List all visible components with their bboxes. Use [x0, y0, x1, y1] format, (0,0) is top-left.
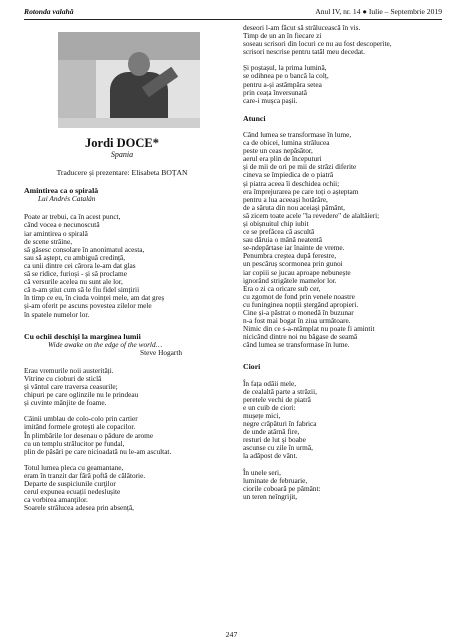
- poem-title: Ciori: [243, 362, 261, 372]
- photo-foreground: [58, 118, 200, 128]
- verse-line: Era o zi ca oricare sub cer,: [243, 283, 321, 293]
- stanza: [243, 380, 443, 461]
- verse-line: cu funinginea nopții ștergând apropieri.: [243, 299, 359, 309]
- verse-line: Departe de suspiciunile curţilor: [24, 479, 116, 488]
- verse-line: Și poștașul, la prima lumină,: [243, 63, 327, 73]
- verse-line: Penumbra creștea după ferestre,: [243, 251, 337, 261]
- photo-figure-head: [128, 52, 150, 76]
- verse-line: de cealaltă parte a străzii,: [243, 386, 317, 396]
- verse-line: Totul lumea pleca cu geamantane,: [24, 462, 124, 472]
- verse-line: pentru a lua aceeași hotărâre,: [243, 194, 328, 204]
- verse-line: un pescăruș scormonea prin gunoi: [243, 259, 343, 269]
- verse-line: În unele seri,: [243, 467, 281, 477]
- poem-dedication: Lui Andrés Catalán: [38, 194, 96, 204]
- verse-line: se-ndepărtase iar înainte de vreme.: [243, 243, 345, 253]
- verse-line: soseau scrisori din locuri ce nu au fost descoperite,: [243, 39, 392, 49]
- poem: [243, 363, 443, 500]
- verse-line: pentru a-și astâmpăra setea: [243, 79, 322, 89]
- poem: [243, 115, 443, 350]
- verse-line: de scene străine,: [24, 236, 73, 246]
- stanza: [243, 24, 443, 56]
- translator-credit: Traducere și prezentare: Elisabeta BOȚAN: [56, 168, 188, 178]
- verse-line: prin ceața înversunată: [243, 87, 308, 97]
- verse-line: cu un templu strălucitor pe fundal,: [24, 438, 125, 448]
- verse-line: resturi de lut și boabe: [243, 435, 306, 445]
- verse-line: Când lumea se transformase în lume,: [243, 129, 352, 139]
- photo-bookshelf: [58, 32, 200, 60]
- poems-right: [243, 115, 443, 501]
- verse-line: și de mii de ori pe mii de străzi diferite: [243, 162, 357, 172]
- verse-line: să găsesc consolare în anonimatul acesta,: [24, 244, 145, 254]
- verse-line: la adăpost de vânt.: [243, 451, 298, 461]
- verse-line: Nimic din ce s-a-ntâmplat nu poate fi amintit: [243, 324, 375, 334]
- page-number: 247: [225, 630, 238, 639]
- verse-line: cineva se împiedica de o piatră: [243, 170, 334, 180]
- verse-line: negre crăpături în fabrica: [243, 419, 317, 429]
- verse-line: să zicem toate acele "la revedere" de alaltăieri;: [243, 210, 380, 220]
- verse-line: era împrejurarea pe care toți o așteptam: [243, 186, 359, 196]
- verse-line: de a săruta din nou aceiași pământ,: [243, 202, 345, 212]
- verse-line: sau dăruia o mână neatentă: [243, 235, 323, 245]
- poem-gap: [243, 349, 443, 363]
- poem-title: Amintirea ca o spirală: [24, 186, 99, 196]
- verse-line: că n-am știut cum să le fiu fidel simțirii: [24, 285, 140, 295]
- verse-line: ignorând strigătele mamelor lor.: [243, 275, 337, 285]
- stanza: [243, 131, 443, 350]
- verse-line: ca unii dintre cei cărora le-am dat glas: [24, 260, 136, 270]
- verse-line: Câinii umblau de colo-colo prin cartier: [24, 414, 138, 424]
- epigraph-author: Steve Hogarth: [140, 347, 182, 357]
- verse-line: ciorile coboară pe pământ:: [243, 483, 321, 493]
- poem-title: Cu ochii deschiși la marginea lumii: [24, 331, 141, 341]
- poem: [24, 187, 220, 318]
- left-column: [24, 24, 220, 512]
- poem-continuation: [243, 24, 443, 105]
- verse-line: ascunse cu zile în urmă,: [243, 443, 313, 453]
- verse-line: și cuvinte mânjite de foame.: [24, 398, 107, 408]
- stanza: [24, 464, 220, 513]
- verse-line: Vitrine cu cioburi de sticlă: [24, 373, 102, 383]
- verse-line: Cine și-a păstrat o monedă în buzunar: [243, 308, 354, 317]
- verse-line: eram în tranzit dar fără poftă de călătorie.: [24, 470, 146, 480]
- verse-line: cerul expunea ecuații nedeslușite: [24, 487, 121, 497]
- verse-line: și obișnuitul chip iubit: [243, 218, 309, 228]
- verse-line: care-i mușca pașii.: [243, 95, 298, 105]
- verse-line: când vocea e necunoscută: [24, 220, 100, 230]
- verse-line: luminate de februarie,: [243, 475, 308, 485]
- poems-left: [24, 187, 220, 512]
- verse-line: scrisori nescrise pentru tatăl meu decedat.: [243, 47, 365, 57]
- page-header: [24, 6, 442, 19]
- verse-line: în timp ce eu, în ciuda voinței mele, am dat greș: [24, 293, 165, 303]
- author-photo: [58, 32, 200, 128]
- verse-line: și piatra aceea îi deschidea ochii;: [243, 178, 340, 188]
- verse-line: peste un ceas nepăsător,: [243, 146, 313, 156]
- stanza: [24, 367, 220, 407]
- stanza: [243, 469, 443, 501]
- poem-epigraph: Wide awake on the edge of the world…: [48, 339, 163, 349]
- verse-line: Poate ar trebui, ca în acest punct,: [24, 212, 121, 222]
- poem: [24, 333, 220, 513]
- author-country: Spania: [110, 150, 134, 159]
- verse-line: să se ridice, furioși - și să proclame: [24, 269, 127, 279]
- right-column: [243, 24, 443, 501]
- verse-line: ce se prefăcea că ascultă: [243, 227, 315, 237]
- verse-line: n-a fost mai bogat în ziua următoare.: [243, 316, 351, 326]
- verse-line: mușețe mici,: [243, 410, 281, 420]
- verse-line: deseori l-am făcut să strălucească în vis.: [243, 23, 361, 32]
- verse-line: de unde atârnă fire,: [243, 427, 300, 437]
- verse-line: când lumea se transformase în lume.: [243, 340, 350, 350]
- verse-line: și vântul care traversa ceasurile;: [24, 382, 118, 392]
- verse-line: iar amintirea o spirală: [24, 228, 88, 238]
- verse-line: Soarele strălucea adesea prin absență,: [24, 503, 135, 513]
- verse-line: peretele vechi de piatră: [243, 394, 311, 404]
- verse-line: ca de obicei, lumina strălucea: [243, 138, 330, 148]
- journal-title: Rotonda valahă: [24, 7, 74, 16]
- verse-line: se odihnea pe o bancă la colț,: [243, 71, 329, 81]
- verse-line: ca vorbirea amanţilor.: [24, 495, 88, 505]
- verse-line: e un cuib de ciori:: [243, 402, 296, 412]
- verse-line: chipuri pe care oglinzile nu le prindeau: [24, 390, 139, 400]
- stanza: [243, 64, 443, 104]
- stanza: [24, 415, 220, 455]
- verse-line: iar copiii se jucau aproape nebunește: [243, 267, 351, 277]
- stanza: [24, 213, 220, 318]
- poem-title: Atunci: [243, 113, 266, 123]
- verse-line: imitând formele groteşti ale copacilor.: [24, 422, 136, 432]
- verse-line: Erau vremurile noii austerități.: [24, 365, 114, 375]
- verse-line: plin de păsări pe care nicioadată nu le-am ascultat.: [24, 446, 172, 456]
- verse-line: În fața odăii mele,: [243, 378, 297, 388]
- issue-info: Anul IV, nr. 14 ● Iulie – Septembrie 2019: [315, 7, 442, 16]
- verse-line: în spatele numelor lor.: [24, 309, 90, 319]
- verse-line: un teren neîngrijit,: [243, 491, 298, 501]
- verse-line: cu zgomot de fond prin venele noastre: [243, 291, 355, 301]
- author-name: Jordi DOCE*: [85, 136, 159, 150]
- verse-line: că versurile acelea nu sunt ale lor,: [24, 277, 123, 287]
- header-rule: [24, 19, 442, 20]
- verse-line: și-am oferit pe ascuns povestea zilelor mele: [24, 301, 152, 311]
- verse-line: În plimbările lor desenau o pădure de arome: [24, 430, 154, 440]
- verse-line: Timp de un an în fiecare zi: [243, 31, 322, 41]
- poem-gap: [24, 319, 220, 333]
- verse-line: sau să aștept, cu ambiguă credință,: [24, 252, 126, 262]
- verse-line: nicicând dintre noi nu băgase de seamă: [243, 332, 358, 342]
- verse-line: aerul era plin de începuturi: [243, 154, 322, 164]
